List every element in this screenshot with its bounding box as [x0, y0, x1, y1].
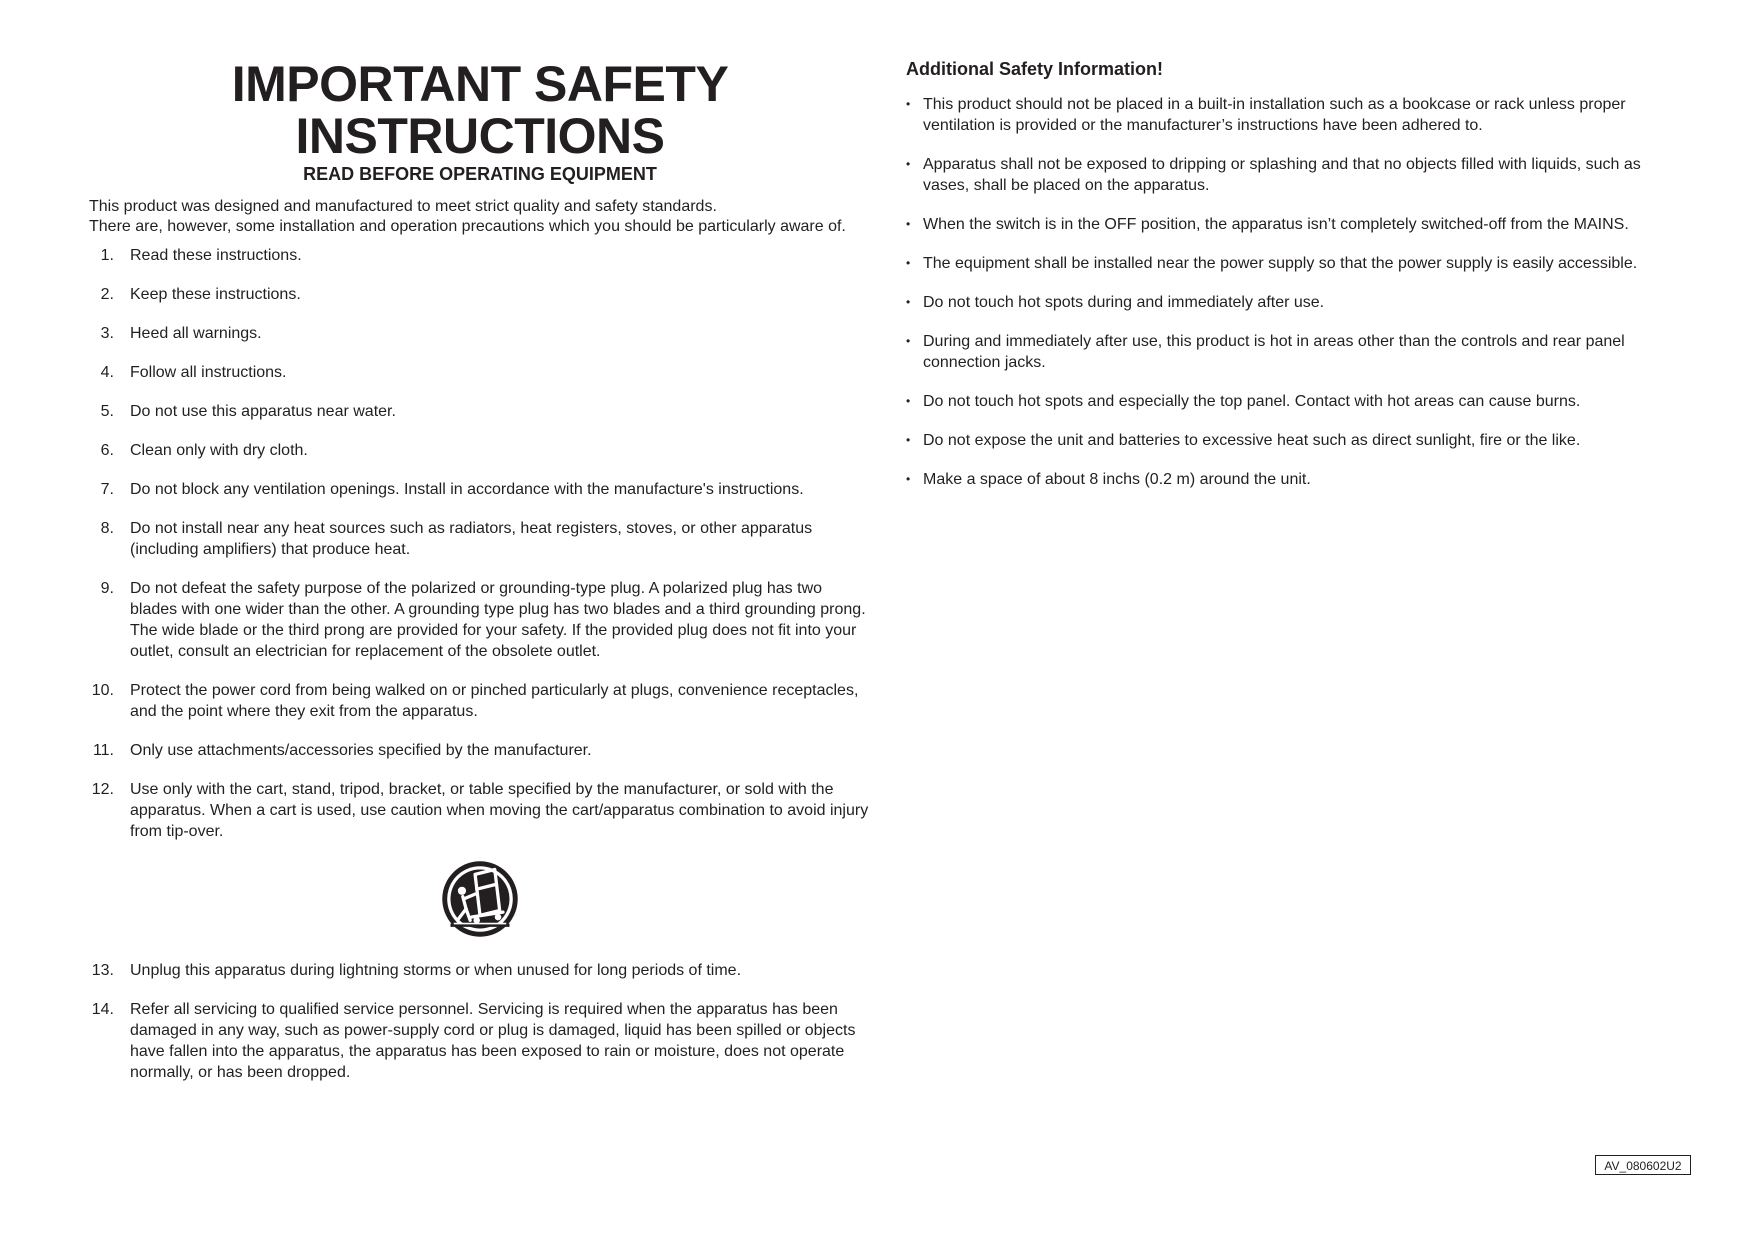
title-line-2: INSTRUCTIONS	[295, 108, 665, 164]
instruction-text: Use only with the cart, stand, tripod, bracket, or table specified by the manufacturer, or sold with the apparatus. When a cart is used, use caution when moving the cart/apparatus combination to avoid injury from tip-over.	[130, 781, 869, 840]
instruction-number: 14.	[91, 1001, 114, 1018]
instruction-item	[89, 323, 871, 344]
additional-item	[906, 253, 1686, 274]
additional-text: During and immediately after use, this product is hot in areas other than the controls and rear panel connection jacks.	[923, 333, 1625, 371]
instruction-text: Only use attachments/accessories specified by the manufacturer.	[130, 742, 592, 759]
additional-item	[906, 391, 1686, 412]
instruction-item	[89, 440, 871, 461]
instruction-number: 8.	[100, 520, 114, 537]
right-column	[906, 58, 1686, 508]
instruction-text: Heed all warnings.	[130, 325, 262, 342]
left-column	[89, 58, 871, 1101]
intro-line-2: There are, however, some installation and operation precautions which you should be particularly aware of.	[89, 218, 846, 235]
additional-text: Do not touch hot spots and especially the top panel. Contact with hot areas can cause burns.	[923, 393, 1581, 410]
instructions-list	[89, 245, 871, 842]
additional-item	[906, 331, 1686, 373]
additional-item	[906, 154, 1686, 196]
instruction-number: 11.	[92, 742, 114, 759]
bullet: •	[906, 472, 911, 486]
bullet: •	[906, 217, 911, 231]
additional-text: This product should not be placed in a built-in installation such as a bookcase or rack unless proper ventilation is provided or the manufacturer’s instructions have been adhered to.	[923, 96, 1626, 134]
bullet: •	[906, 295, 911, 309]
instruction-number: 5.	[100, 403, 114, 420]
instruction-text: Keep these instructions.	[130, 286, 301, 303]
instruction-number: 9.	[100, 580, 114, 597]
instruction-number: 7.	[100, 481, 114, 498]
instruction-text: Do not block any ventilation openings. Install in accordance with the manufacture's instructions.	[130, 481, 804, 498]
page-subtitle: READ BEFORE OPERATING EQUIPMENT	[303, 164, 657, 184]
additional-text: Do not expose the unit and batteries to excessive heat such as direct sunlight, fire or the like.	[923, 432, 1581, 449]
instruction-number: 12.	[91, 781, 114, 798]
additional-safety-heading: Additional Safety Information!	[906, 59, 1164, 79]
intro-paragraph	[89, 197, 871, 237]
page-title	[89, 58, 871, 162]
instruction-text: Unplug this apparatus during lightning storms or when unused for long periods of time.	[130, 962, 742, 979]
cart-warning-symbol	[89, 858, 871, 940]
additional-item	[906, 430, 1686, 451]
instruction-item	[89, 578, 871, 662]
instruction-item	[89, 479, 871, 500]
instruction-item	[89, 245, 871, 266]
instruction-item	[89, 680, 871, 722]
instruction-number: 3.	[100, 325, 114, 342]
instructions-list-continued	[89, 960, 871, 1083]
instruction-item	[89, 999, 871, 1083]
additional-item	[906, 469, 1686, 490]
document-code-label: AV_080602U2	[1595, 1155, 1691, 1175]
instruction-number: 4.	[100, 364, 114, 381]
intro-line-1: This product was designed and manufactured to meet strict quality and safety standards.	[89, 198, 717, 215]
bullet: •	[906, 433, 911, 447]
instruction-item	[89, 401, 871, 422]
additional-item	[906, 94, 1686, 136]
additional-text: Do not touch hot spots during and immediately after use.	[923, 294, 1325, 311]
instruction-text: Protect the power cord from being walked on or pinched particularly at plugs, convenience receptacles, and the point where they exit from the apparatus.	[130, 682, 859, 720]
instruction-number: 1.	[100, 247, 114, 264]
instruction-item	[89, 284, 871, 305]
instruction-text: Do not defeat the safety purpose of the polarized or grounding-type plug. A polarized plug has two blades with one wider than the other. A grounding type plug has two blades and a third grounding prong. The wide blade or the third prong are provided for your safety. If the provided plug does not fit into your outlet, consult an electrician for replacement of the obsolete outlet.	[130, 580, 866, 660]
bullet: •	[906, 256, 911, 270]
instruction-text: Do not install near any heat sources such as radiators, heat registers, stoves, or other apparatus (including amplifiers) that produce heat.	[130, 520, 813, 558]
additional-text: When the switch is in the OFF position, the apparatus isn’t completely switched-off from the MAINS.	[923, 216, 1629, 233]
instruction-item	[89, 518, 871, 560]
additional-item	[906, 292, 1686, 313]
instruction-number: 6.	[100, 442, 114, 459]
additional-text: Apparatus shall not be exposed to dripping or splashing and that no objects filled with liquids, such as vases, shall be placed on the apparatus.	[923, 156, 1641, 194]
instruction-text: Read these instructions.	[130, 247, 302, 264]
instruction-item	[89, 779, 871, 842]
additional-safety-list	[906, 94, 1686, 490]
instruction-number: 2.	[100, 286, 114, 303]
instruction-text: Do not use this apparatus near water.	[130, 403, 396, 420]
instruction-item	[89, 362, 871, 383]
instruction-item	[89, 740, 871, 761]
instruction-text: Clean only with dry cloth.	[130, 442, 308, 459]
instruction-number: 13.	[91, 962, 114, 979]
bullet: •	[906, 394, 911, 408]
title-line-1: IMPORTANT SAFETY	[231, 56, 729, 112]
instruction-text: Follow all instructions.	[130, 364, 287, 381]
bullet: •	[906, 97, 911, 111]
bullet: •	[906, 334, 911, 348]
additional-text: The equipment shall be installed near the power supply so that the power supply is easily accessible.	[923, 255, 1638, 272]
additional-text: Make a space of about 8 inchs (0.2 m) around the unit.	[923, 471, 1311, 488]
instruction-item	[89, 960, 871, 981]
additional-item	[906, 214, 1686, 235]
instruction-text: Refer all servicing to qualified service personnel. Servicing is required when the apparatus has been damaged in any way, such as power-supply cord or plug is damaged, liquid has been spilled or objects have fallen into the apparatus, the apparatus has been exposed to rain or moisture, does not operate normally, or has been dropped.	[130, 1001, 856, 1081]
instruction-number: 10.	[91, 682, 114, 699]
bullet: •	[906, 157, 911, 171]
cart-tip-over-warning-icon	[439, 858, 521, 940]
